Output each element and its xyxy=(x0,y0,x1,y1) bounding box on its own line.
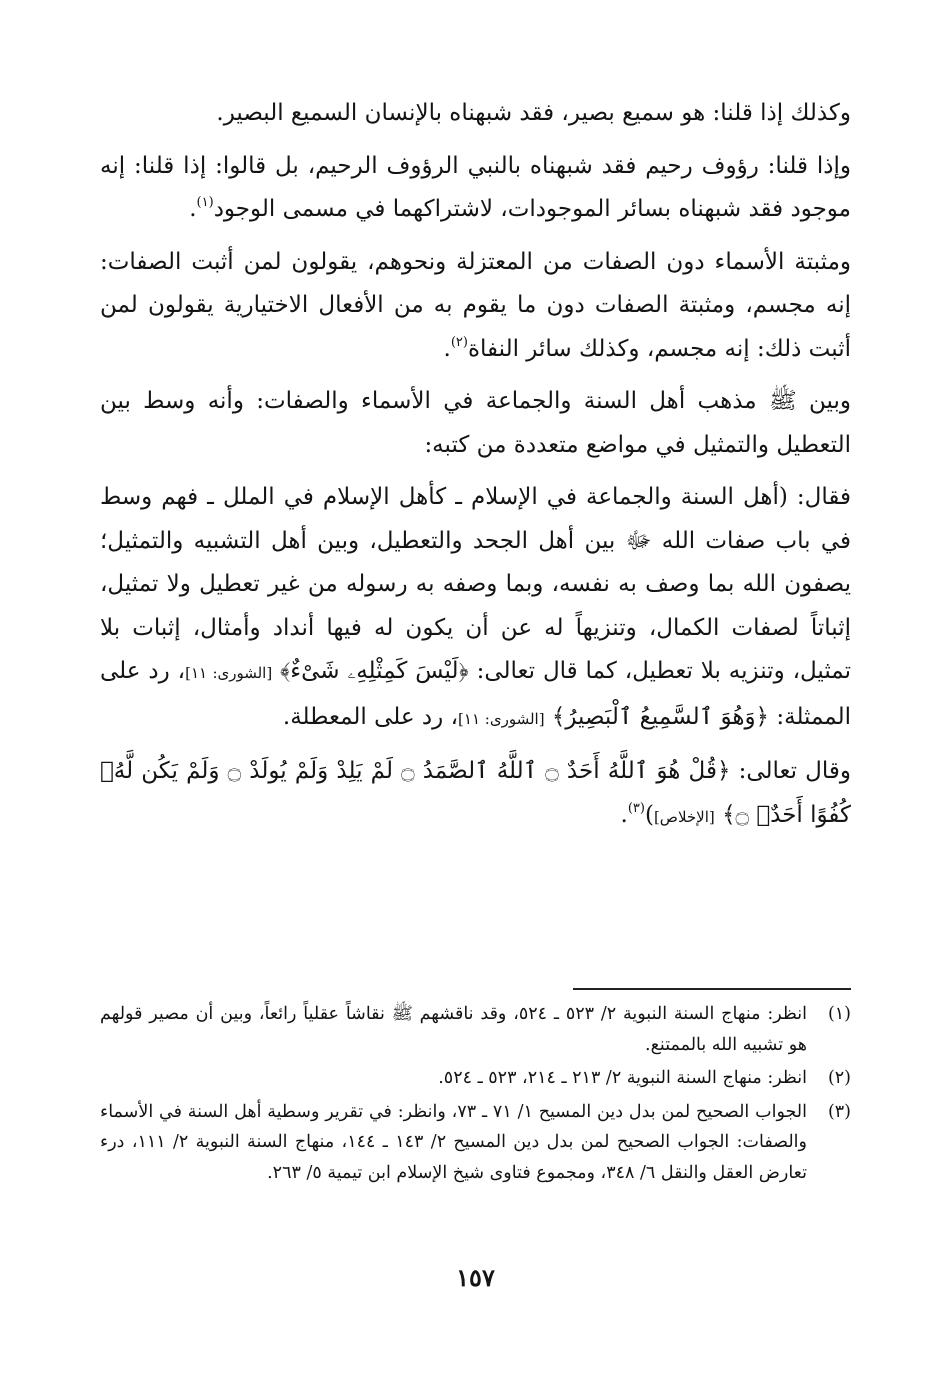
paragraph-6-end: . xyxy=(620,801,628,828)
paragraph-3-end: . xyxy=(443,335,451,362)
footnote-number: (٢) xyxy=(827,1068,851,1088)
footnote-divider xyxy=(573,988,851,990)
paragraph-5-end: ، رد على المعطلة. xyxy=(282,703,459,730)
paragraph-5-mid: ، رد على الممثلة: xyxy=(100,658,851,730)
footnote-ref-3[interactable]: (٣) xyxy=(627,800,645,816)
paragraph-2-end: . xyxy=(189,196,197,222)
footnote-ref-1[interactable]: (١) xyxy=(196,195,214,210)
main-text xyxy=(100,92,851,839)
quran-verse-2: ﴿وَهُوَ ٱلسَّمِيعُ ٱلْبَصِيرُ﴾ xyxy=(551,703,770,730)
footnote-number: (١) xyxy=(827,1004,851,1024)
paragraph-1: وكذلك إذا قلنا: هو سميع بصير، فقد شبهناه بالإنسان السميع البصير. xyxy=(216,100,851,126)
quran-verse-3: ﴿قُلْ هُوَ ٱللَّهُ أَحَدٌ ۝ ٱللَّهُ ٱلصَّمَدُ ۝ لَمْ يَلِدْ وَلَمْ يُولَدْ ۝ وَلَمْ يَكُن لَّهُۥ كُفُوًا أَحَدٌۢ ۝﴾ xyxy=(100,758,851,828)
verse-reference-2: [الشورى: ١١] xyxy=(458,709,545,728)
paragraph-6 xyxy=(100,750,851,839)
paragraph-5-text: فقال: (أهل السنة والجماعة في الإسلام ـ كأهل الإسلام في الملل ـ فهم وسط في باب صفات الله ﷻ بين أهل الجحد والتعطيل، وبين أهل التشبيه والتمثيل؛ يصفون الله بما وصف به نفسه، وبما وصفه به رسوله من غير تعطيل ولا تمثيل، إثباتاً لصفات الكمال، وتنزيهاً له عن أن يكون له فيها أنداد وأمثال، إثبات بلا تمثيل، وتنزيه بلا تعطيل، كما قال تعالى: xyxy=(100,484,851,684)
verse-reference-1: [الشورى: ١١] xyxy=(185,664,273,682)
footnote-text: انظر: منهاج السنة النبوية ٢/ ٥٢٣ ـ ٥٢٤، وقد ناقشهم ﷺ نقاشاً عقلياً رائعاً، وبين أن مصير قولهم هو تشبيه الله بالممتنع. xyxy=(100,1004,807,1055)
paragraph-3 xyxy=(100,241,851,372)
footnote-ref-2[interactable]: (٢) xyxy=(450,334,468,350)
page-number: ١٥٧ xyxy=(456,1263,495,1292)
footnote-1 xyxy=(100,999,851,1060)
quote-close: ) xyxy=(644,801,654,828)
paragraph-2-text: وإذا قلنا: رؤوف رحيم فقد شبهناه بالنبي الرؤوف الرحيم، بل قالوا: إذا قلنا: إنه موجود فقد شبهناه بسائر الموجودات، لاشتراكهما في مسمى الوجود xyxy=(100,152,851,222)
quran-verse-1: ﴿لَيْسَ كَمِثْلِهِۦ شَىْءٌ﴾ xyxy=(280,658,469,684)
paragraph-4: وبين ﷺ مذهب أهل السنة والجماعة في الأسماء والصفات: وأنه وسط بين التعطيل والتمثيل في مواضع متعددة من كتبه: xyxy=(100,388,851,458)
footnote-text: الجواب الصحيح لمن بدل دين المسيح ١/ ٧١ ـ ٧٣، وانظر: في تقرير وسطية أهل السنة في الأسماء والصفات: الجواب الصحيح لمن بدل دين المسيح ٢/ ١٤٣ ـ ١٤٤، منهاج السنة النبوية ٢/ ١١١، درء تعارض العقل والنقل ٦/ ٣٤٨، ومجموع فتاوى شيخ الإسلام ابن تيمية ٥/ ٢٦٣. xyxy=(100,1101,807,1183)
paragraph-3-text: ومثبتة الأسماء دون الصفات من المعتزلة ونحوهم، يقولون لمن أثبت الصفات: إنه مجسم، ومثبتة الصفات دون ما يقوم به من الأفعال الاختيارية يقولون لمن أثبت ذلك: إنه مجسم، وكذلك سائر النفاة xyxy=(100,248,851,362)
paragraph-6-text: وقال تعالى: xyxy=(738,758,851,784)
footnote-2 xyxy=(100,1063,851,1094)
footnotes xyxy=(100,988,851,1191)
paragraph-5 xyxy=(100,476,851,741)
footnote-number: (٣) xyxy=(827,1101,851,1122)
footnote-3 xyxy=(100,1097,851,1189)
footnote-text: انظر: منهاج السنة النبوية ٢/ ٢١٣ ـ ٢١٤، ٥٢٣ ـ ٥٢٤. xyxy=(438,1068,807,1088)
verse-reference-3: [الإخلاص] xyxy=(653,807,715,826)
paragraph-2 xyxy=(100,145,851,232)
